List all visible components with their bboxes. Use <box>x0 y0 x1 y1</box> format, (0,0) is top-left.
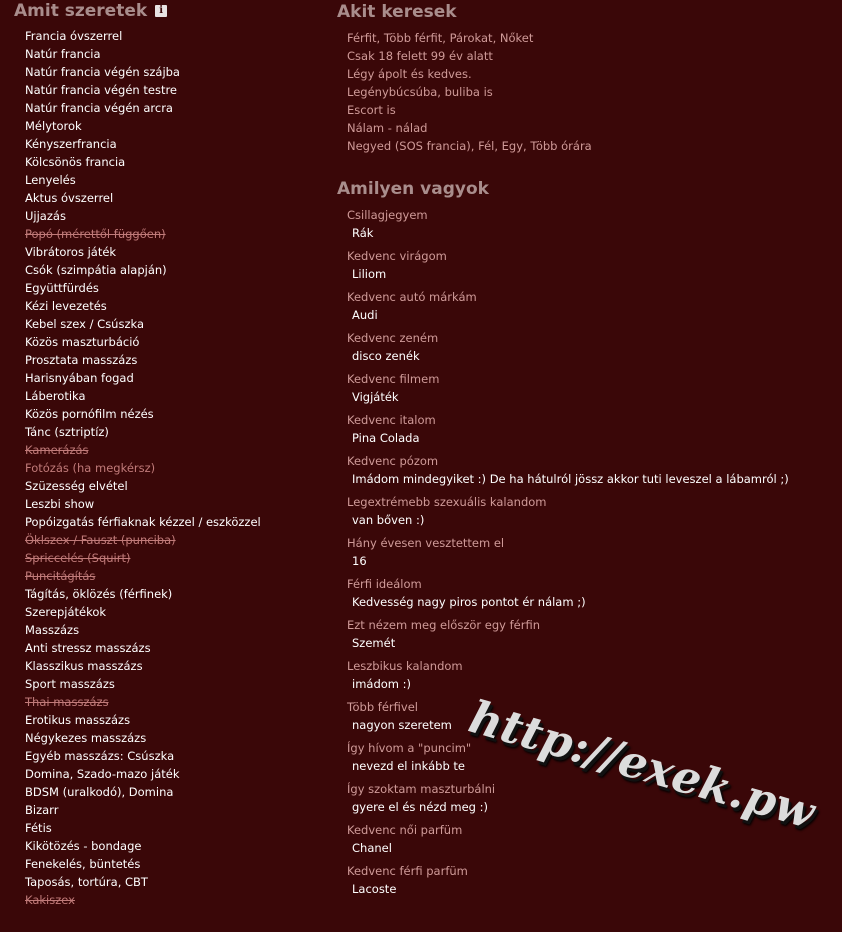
like-item: Csók (szimpátia alapján) <box>25 263 167 277</box>
about-item <box>347 288 789 329</box>
like-item: Anti stressz masszázs <box>25 641 151 655</box>
about-value: Liliom <box>352 267 387 281</box>
about-label: Kedvenc filmem <box>347 372 440 386</box>
like-item: Öklszex / Fauszt (punciba) <box>25 533 176 547</box>
like-item: Erotikus masszázs <box>25 713 131 727</box>
about-item <box>347 616 789 657</box>
watermark-text: http://exek.pw <box>463 690 821 840</box>
about-label: Legextrémebb szexuális kalandom <box>347 495 547 509</box>
about-label: Kedvenc italom <box>347 413 436 427</box>
like-item: Kézi levezetés <box>25 299 107 313</box>
likes-header <box>14 0 167 22</box>
about-label: Kedvenc férfi parfüm <box>347 864 468 878</box>
about-list <box>347 206 789 903</box>
about-value: nevezd el inkább te <box>352 759 465 773</box>
about-value: disco zenék <box>352 349 420 363</box>
like-item: Harisnyában fogad <box>25 371 134 385</box>
seeking-item: Légy ápolt és kedves. <box>347 67 472 81</box>
about-value: nagyon szeretem <box>352 718 452 732</box>
about-item <box>347 780 789 821</box>
like-item: Vibrátoros játék <box>25 245 117 259</box>
about-value: Imádom mindegyiket :) De ha hátulról jössz akkor tuti leveszel a lábamról ;) <box>352 472 789 486</box>
like-item: Aktus óvszerrel <box>25 191 114 205</box>
about-value: Chanel <box>352 841 392 855</box>
about-item <box>347 206 789 247</box>
about-label: Csillagjegyem <box>347 208 428 222</box>
about-value: Kedvesség nagy piros pontot ér nálam ;) <box>352 595 586 609</box>
about-label: Leszbikus kalandom <box>347 659 463 673</box>
like-item: Szerepjátékok <box>25 605 107 619</box>
about-item <box>347 370 789 411</box>
seeking-list <box>347 29 592 155</box>
about-item <box>347 247 789 288</box>
likes-title: Amit szeretek <box>14 1 148 21</box>
like-item: Ujjazás <box>25 209 66 223</box>
like-item: Kölcsönös francia <box>25 155 126 169</box>
like-item: Klasszikus masszázs <box>25 659 143 673</box>
about-value: imádom :) <box>352 677 411 691</box>
like-item: Natúr francia <box>25 47 101 61</box>
about-value: van bőven :) <box>352 513 425 527</box>
about-item <box>347 534 789 575</box>
about-label: Így hívom a "puncim" <box>347 741 472 755</box>
like-item: Natúr francia végén testre <box>25 83 177 97</box>
like-item: Francia óvszerrel <box>25 29 123 43</box>
like-item: Kikötözés - bondage <box>25 839 142 853</box>
about-label: Kedvenc autó márkám <box>347 290 477 304</box>
likes-list <box>25 27 261 909</box>
like-item: Thai masszázs <box>25 695 109 709</box>
seeking-item: Nálam - nálad <box>347 121 428 135</box>
about-item <box>347 329 789 370</box>
like-item: Kamerázás <box>25 443 89 457</box>
like-item: Mélytorok <box>25 119 82 133</box>
about-label: Férfi ideálom <box>347 577 422 591</box>
about-value: Pina Colada <box>352 431 420 445</box>
like-item: Együttfürdés <box>25 281 99 295</box>
like-item: Közös maszturbáció <box>25 335 140 349</box>
about-value: Audi <box>352 308 378 322</box>
like-item: Taposás, tortúra, CBT <box>25 875 148 889</box>
seeking-item: Escort is <box>347 103 396 117</box>
about-value: gyere el és nézd meg :) <box>352 800 488 814</box>
about-label: Kedvenc zeném <box>347 331 439 345</box>
about-label: Hány évesen vesztettem el <box>347 536 505 550</box>
info-icon[interactable]: i <box>155 5 167 17</box>
like-item: Prosztata masszázs <box>25 353 138 367</box>
about-item <box>347 739 789 780</box>
about-item <box>347 657 789 698</box>
like-item: Fotózás (ha megkérsz) <box>25 461 156 475</box>
about-item <box>347 862 789 903</box>
like-item: Láberotika <box>25 389 86 403</box>
about-label: Ezt nézem meg először egy férfin <box>347 618 541 632</box>
about-item <box>347 698 789 739</box>
like-item: Fétis <box>25 821 52 835</box>
like-item: Négykezes masszázs <box>25 731 147 745</box>
about-value: Lacoste <box>352 882 397 896</box>
about-item <box>347 452 789 493</box>
seeking-title: Akit keresek <box>337 2 457 22</box>
like-item: Natúr francia végén arcra <box>25 101 173 115</box>
seeking-item: Csak 18 felett 99 év alatt <box>347 49 493 63</box>
like-item: Domina, Szado-mazo játék <box>25 767 180 781</box>
seeking-item: Negyed (SOS francia), Fél, Egy, Több órára <box>347 139 592 153</box>
about-label: Kedvenc virágom <box>347 249 447 263</box>
like-item: Fenekelés, büntetés <box>25 857 141 871</box>
seeking-item: Férfit, Több férfit, Párokat, Nőket <box>347 31 534 45</box>
like-item: Közös pornófilm nézés <box>25 407 154 421</box>
about-value: Vigjáték <box>352 390 399 404</box>
like-item: Natúr francia végén szájba <box>25 65 180 79</box>
like-item: Egyéb masszázs: Csúszka <box>25 749 175 763</box>
like-item: Tánc (sztriptíz) <box>25 425 109 439</box>
like-item: Spriccelés (Squirt) <box>25 551 131 565</box>
about-value: 16 <box>352 554 367 568</box>
about-label: Kedvenc pózom <box>347 454 439 468</box>
about-item <box>347 821 789 862</box>
like-item: Tágítás, öklözés (férfinek) <box>25 587 173 601</box>
like-item: Szüzesség elvétel <box>25 479 128 493</box>
like-item: Leszbi show <box>25 497 95 511</box>
like-item: Kényszerfrancia <box>25 137 117 151</box>
about-title: Amilyen vagyok <box>337 179 489 199</box>
about-label: Így szoktam maszturbálni <box>347 782 496 796</box>
about-label: Több férfivel <box>347 700 418 714</box>
like-item: Popó (mérettől függően) <box>25 227 166 241</box>
like-item: Bizarr <box>25 803 59 817</box>
about-item <box>347 493 789 534</box>
about-value: Rák <box>352 226 374 240</box>
about-label: Kedvenc női parfüm <box>347 823 463 837</box>
about-item <box>347 575 789 616</box>
like-item: Lenyelés <box>25 173 76 187</box>
like-item: Popóizgatás férfiaknak kézzel / eszközzel <box>25 515 261 529</box>
seeking-item: Legénybúcsúba, buliba is <box>347 85 493 99</box>
about-item <box>347 411 789 452</box>
like-item: Kebel szex / Csúszka <box>25 317 145 331</box>
like-item: Masszázs <box>25 623 80 637</box>
like-item: BDSM (uralkodó), Domina <box>25 785 174 799</box>
about-value: Szemét <box>352 636 396 650</box>
like-item: Sport masszázs <box>25 677 115 691</box>
like-item: Kakiszex <box>25 893 75 907</box>
like-item: Puncitágítás <box>25 569 96 583</box>
